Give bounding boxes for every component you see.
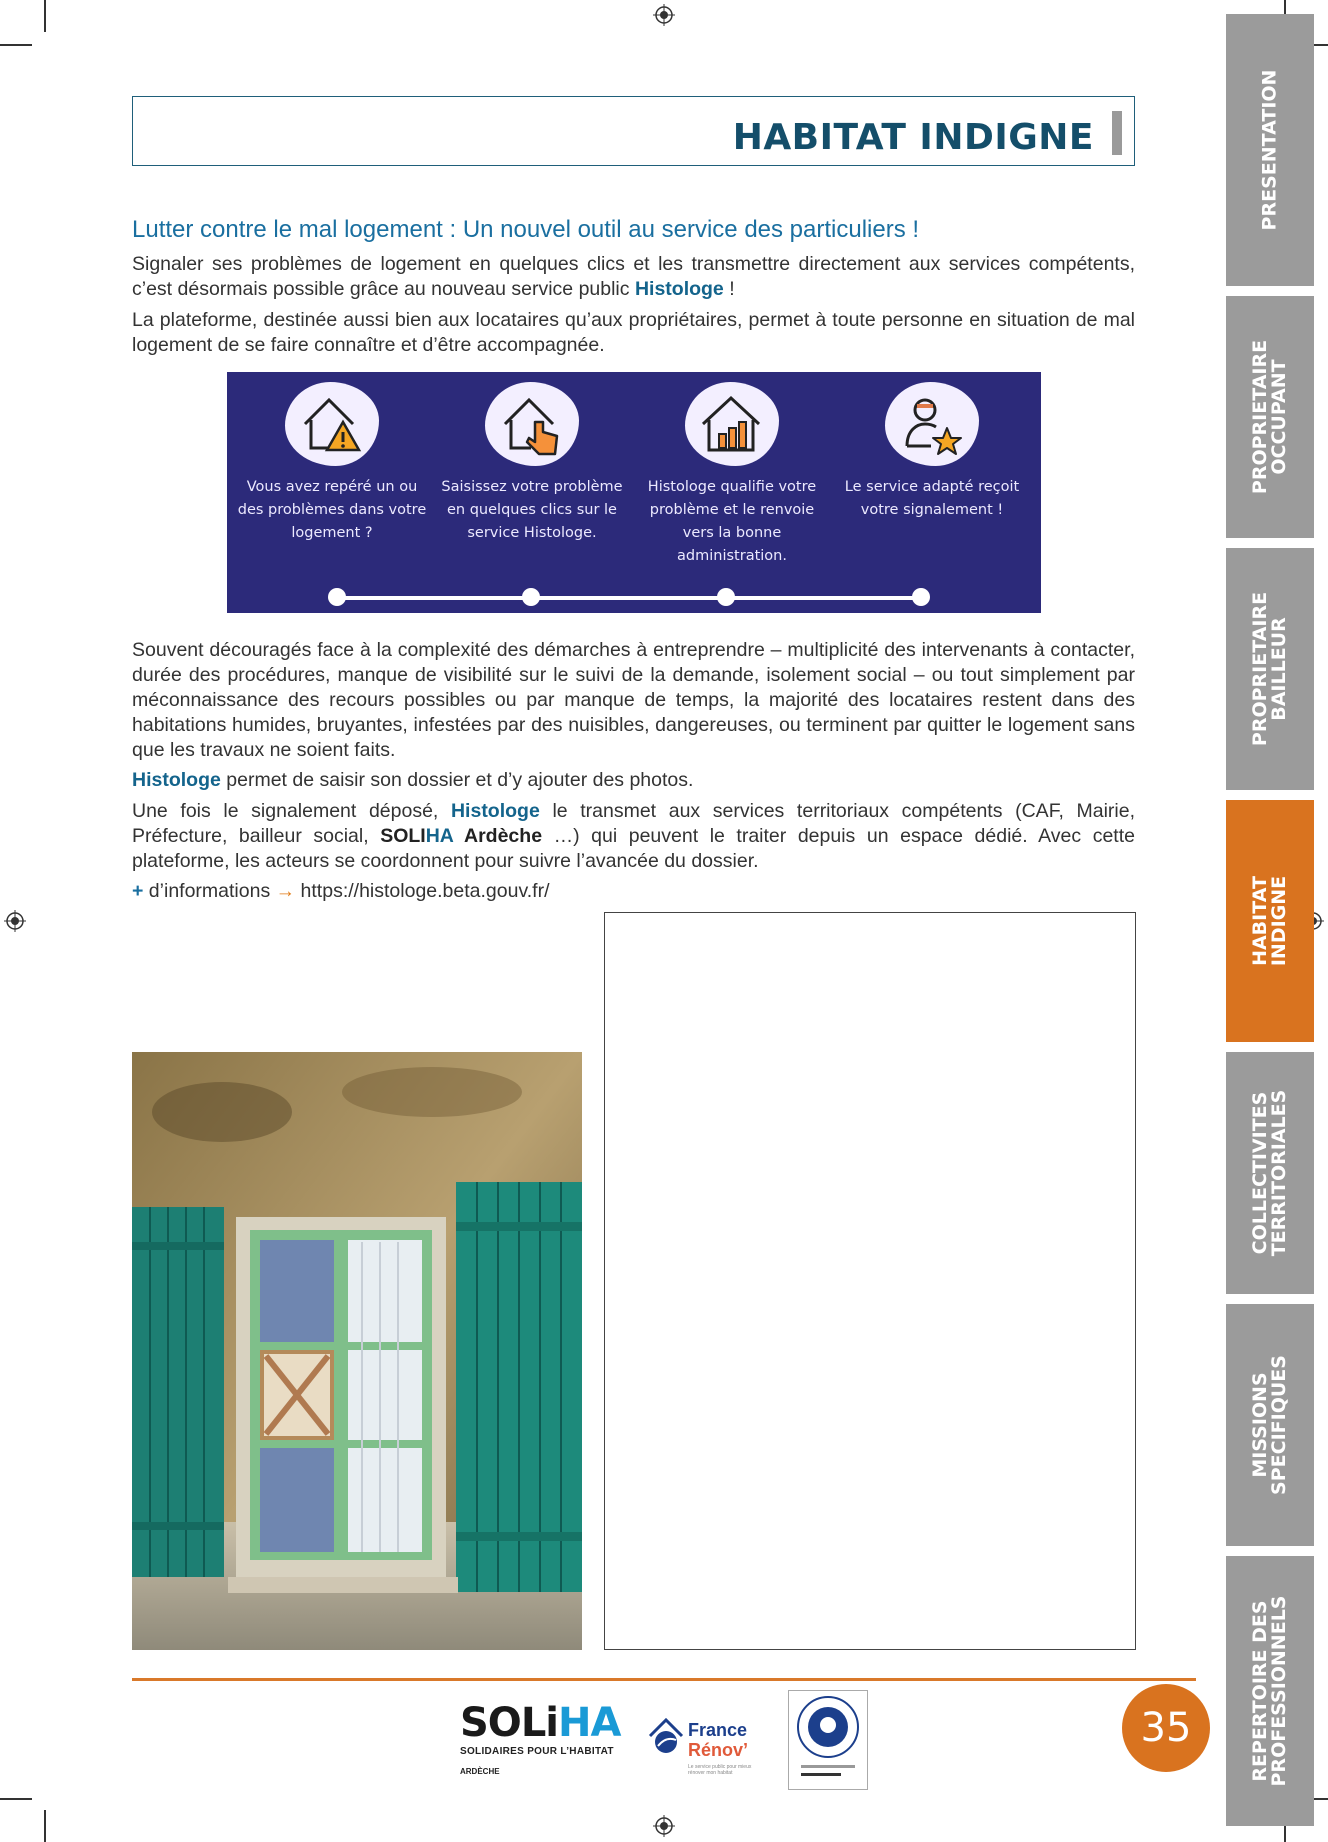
timeline-dot [522,588,540,606]
article-heading: Lutter contre le mal logement : Un nouvel outil au service des particuliers ! [132,216,920,243]
title-accent-bar [1112,111,1122,155]
tab-label-line: TERRITORIALES [1268,1089,1290,1257]
paragraph-text: permet de saisir son dossier et d’y ajouter des photos. [220,769,694,791]
paragraph-platform: La plateforme, destinée aussi bien aux locataires qu’aux propriétaires, permet à toute personne en situation de mal logement de se faire connaître et d’être accompagnée. [132,309,1135,356]
tab-label [1258,69,1281,231]
certification-label-logo [788,1690,868,1790]
tab-label-line: HABITAT [1249,876,1271,966]
paragraph-text: Signaler ses problèmes de logement en quelques clics et les transmettre directement aux services compétents, c’est désormais possible grâce au nouveau service public [132,253,1135,300]
window-shutters-photo [132,1052,582,1650]
empty-image-frame [604,912,1136,1650]
tab-label-line: SPECIFIQUES [1268,1355,1290,1495]
soliha-region: Ardèche [453,825,543,847]
house-click-icon [485,382,579,466]
step-text: Le service adapté reçoit votre signalement ! [844,479,1020,518]
soliha-wordmark-dark: SOLi [460,1700,559,1746]
paragraph-text: Une fois le signalement déposé, [132,800,451,822]
tab-label [1251,592,1289,746]
crop-mark [0,1798,32,1800]
tab-label-line: INDIGNE [1268,875,1290,967]
step-text: Vous avez repéré un ou des problèmes dans votre logement ? [237,479,427,541]
timeline-dot [717,588,735,606]
histologe-url-link[interactable]: https://histologe.beta.gouv.fr/ [295,880,550,902]
registration-mark-icon [4,910,26,932]
france-renov-logo [648,1712,758,1776]
soliha-region-label: ARDÈCHE [460,1767,500,1776]
soliha-tagline: SOLIDAIRES POUR L’HABITAT [460,1746,614,1757]
tab-proprietaire-bailleur[interactable] [1226,548,1314,790]
tab-label-line: COLLECTIVITES [1249,1091,1271,1255]
person-star-icon [885,382,979,466]
soliha-wordmark [460,1700,620,1746]
timeline-line [335,596,923,600]
france-renov-line1: France [688,1720,748,1740]
tab-label [1251,1355,1289,1495]
tab-label [1251,1596,1289,1787]
paragraph-text: ! [723,278,735,300]
page-title: HABITAT INDIGNE [732,117,1094,158]
tab-repertoire-professionnels[interactable] [1226,1556,1314,1826]
more-info-line [132,880,550,903]
paragraph-transmission [132,799,1135,874]
plus-icon: + [132,880,144,902]
france-renov-tagline: Le service public pour mieux rénover mon habitat [688,1764,752,1776]
house-warning-icon [285,382,379,466]
registration-mark-icon [653,1815,675,1837]
tab-label-line: MISSIONS [1249,1372,1271,1478]
tab-label-line: REPERTOIRE DES [1249,1600,1271,1782]
more-info-text: d’informations [143,880,276,902]
house-chart-icon [685,382,779,466]
title-box [132,96,1135,166]
tab-habitat-indigne[interactable] [1226,800,1314,1042]
histologe-brand: Histologe [450,800,540,822]
tab-label-line: BAILLEUR [1268,617,1290,721]
timeline-dot [912,588,930,606]
arrow-right-icon: → [275,880,296,902]
tab-label [1251,876,1289,966]
tab-missions-specifiques[interactable] [1226,1304,1314,1546]
tab-label [1251,340,1289,494]
step-text: Saisissez votre problème en quelques clics sur le service Histologe. [441,479,623,541]
tab-collectivites-territoriales[interactable] [1226,1052,1314,1294]
histologe-brand: Histologe [634,278,724,300]
tab-label-line: PRESENTATION [1258,69,1281,231]
tab-label-line: PROPRIETAIRE [1249,339,1271,495]
tab-presentation[interactable] [1226,14,1314,286]
tab-label [1251,1090,1289,1257]
tab-proprietaire-occupant[interactable] [1226,296,1314,538]
registration-mark-icon [653,4,675,26]
tab-label-line: PROPRIETAIRE [1249,591,1271,747]
timeline-dot [328,588,346,606]
paragraph-text: le transmet aux services territoriaux compétents (CAF, Mairie, Préfecture, bailleur social, [132,800,1135,847]
tab-label-line: PROFESSIONNELS [1268,1595,1290,1787]
crop-mark [44,0,46,32]
soliha-brand-dark: SOLI [380,825,426,847]
crop-mark [0,44,32,46]
soliha-wordmark-color: HA [558,1700,621,1746]
crop-mark [44,1810,46,1842]
france-renov-line2: Rénov’ [688,1740,749,1760]
soliha-brand-color: HA [425,825,454,847]
soliha-logo [460,1700,620,1776]
footer-rule [132,1678,1196,1681]
step-text: Histologe qualifie votre problème et le renvoie vers la bonne administration. [647,479,817,564]
tab-label-line: OCCUPANT [1268,359,1290,475]
histologe-brand: Histologe [132,769,221,791]
house-icon [648,1716,684,1756]
paragraph-histologe-photos [132,768,1135,793]
paragraph-intro [132,252,1135,302]
paragraph-context: Souvent découragés face à la complexité des démarches à entreprendre – multiplicité des intervenants à contacter, durée des procédures, manque de visibilité sur le suivi de la demande, isolement social – ou tout simplement par méconnaissance des recours possibles ou par manque de temps, la majorité des locataires restent dans des habitations humides, bruyantes, infestées par des nuisibles, dangereuses, ou terminent par quitter le logement sans que les travaux ne soient faits. [132,639,1135,761]
page-number: 35 [1122,1684,1210,1772]
histologe-infographic [227,372,1041,613]
paragraph-text: …) qui peuvent le traiter depuis un espace dédié. Avec cette plateforme, les acteurs se coordonnent pour suivre l’avancée du dossier. [132,825,1135,872]
